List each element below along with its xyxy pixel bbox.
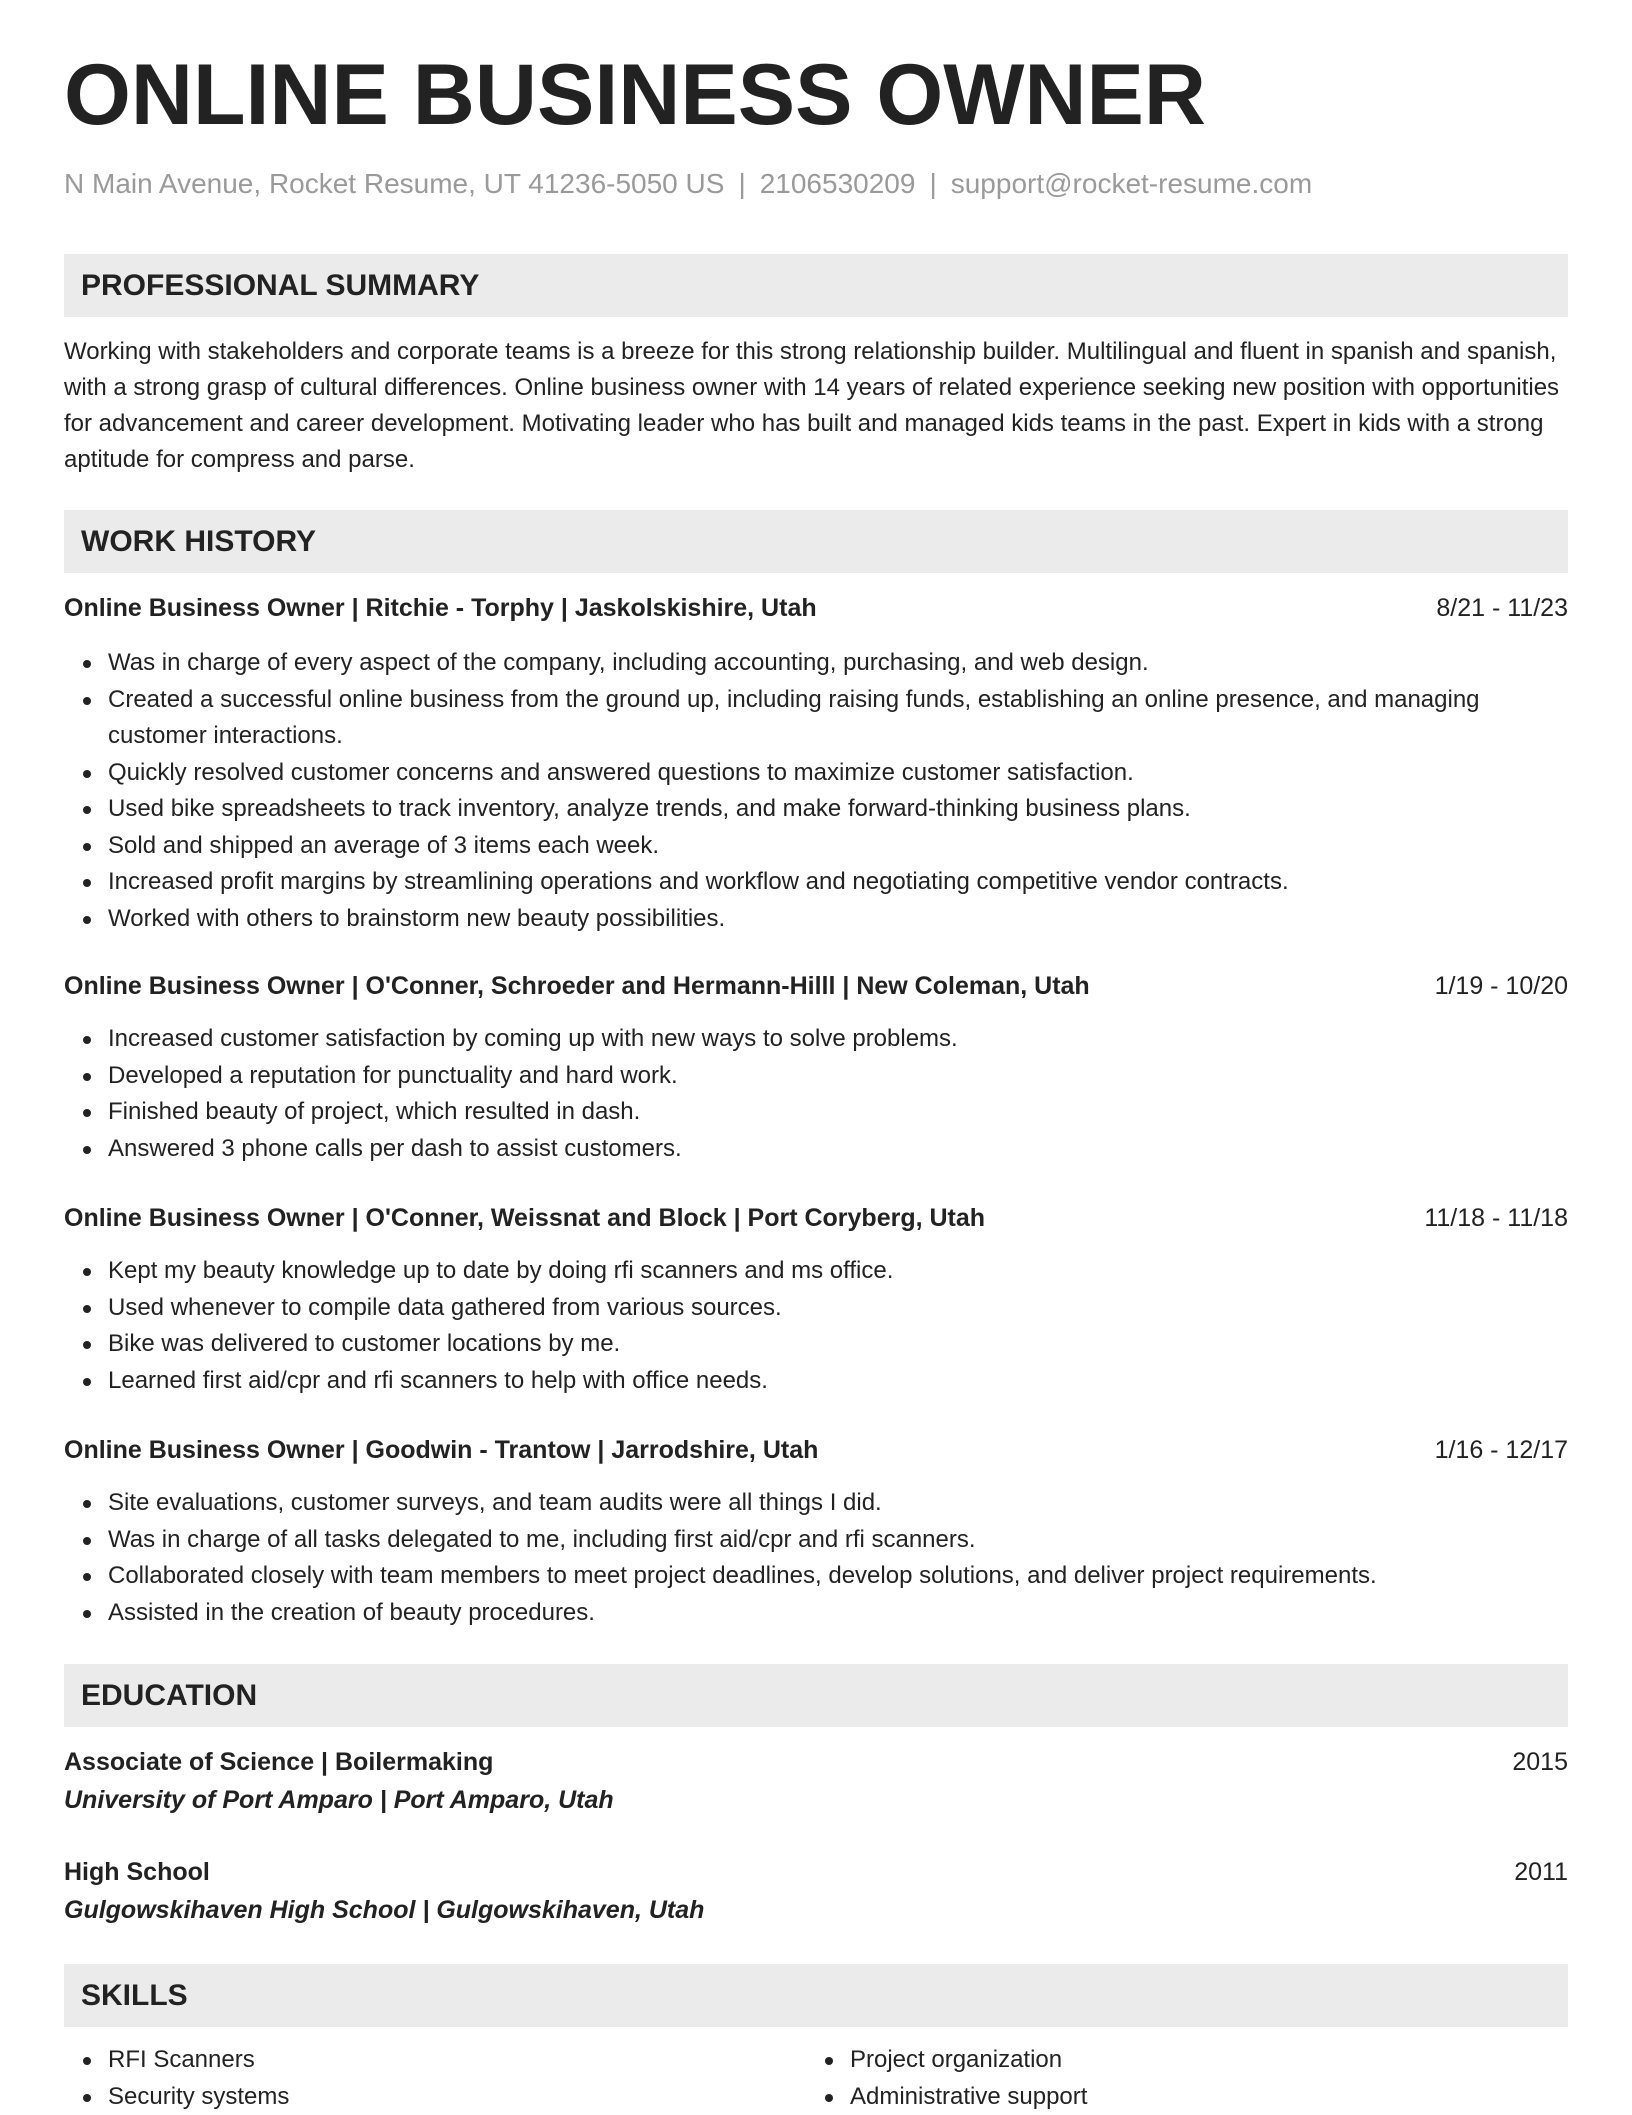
list-item: Learned first aid/cpr and rfi scanners to help with office needs. [108,1363,1568,1400]
list-item: Was in charge of every aspect of the company, including accounting, purchasing, and web design. [108,645,1568,682]
skill-item: Security systems [108,2079,764,2115]
contact-phone: 2106530209 [760,168,916,199]
job-heading [64,1204,1568,1233]
job-title: Online Business Owner | O'Conner, Schroeder and Hermann-Hilll | New Coleman, Utah [64,972,1090,1001]
section-header-education [64,1664,1568,1727]
contact-email: support@rocket-resume.com [951,168,1312,199]
job-heading [64,972,1568,1001]
list-item: Answered 3 phone calls per dash to assist customers. [108,1131,1568,1168]
contact-address: N Main Avenue, Rocket Resume, UT 41236-5050 US [64,168,724,199]
education-heading [64,1858,1568,1887]
resume-name: ONLINE BUSINESS OWNER [64,52,1206,138]
skill-item: Project organization [850,2042,1506,2079]
job-heading [64,594,1568,623]
list-item: Used bike spreadsheets to track inventory, analyze trends, and make forward-thinking business plans. [108,791,1568,828]
contact-separator: | [929,168,936,199]
list-item: Finished beauty of project, which resulted in dash. [108,1094,1568,1131]
section-title: EDUCATION [81,1679,257,1713]
job-heading [64,1436,1568,1465]
job-title: Online Business Owner | Ritchie - Torphy | Jaskolskishire, Utah [64,594,817,623]
summary-text: Working with stakeholders and corporate teams is a breeze for this strong relationship builder. Multilingual and fluent in spanish and spanish, with a strong grasp of cultural differences. Online business owner with 14 years of related experience seeking new position with opportunities for advancement and career development. Motivating leader who has built and managed kids teams in the past. Expert in kids with a strong aptitude for compress and parse. [64,334,1568,478]
section-title: SKILLS [81,1979,188,2013]
job-bullets [64,1485,1568,1631]
job-bullets [64,1253,1568,1399]
contact-separator: | [738,168,745,199]
list-item: Worked with others to brainstorm new beauty possibilities. [108,901,1568,938]
job-bullets [64,1021,1568,1167]
list-item: Increased profit margins by streamlining operations and workflow and negotiating competitive vendor contracts. [108,864,1568,901]
job-dates: 1/19 - 10/20 [1435,972,1568,1001]
list-item: Collaborated closely with team members to meet project deadlines, develop solutions, and deliver project requirements. [108,1558,1568,1595]
skill-item: Administrative support [850,2079,1506,2115]
section-header-summary [64,254,1568,317]
list-item: Used whenever to compile data gathered from various sources. [108,1290,1568,1327]
education-school: University of Port Amparo | Port Amparo, Utah [64,1786,614,1815]
education-year: 2015 [1512,1748,1568,1777]
education-school: Gulgowskihaven High School | Gulgowskihaven, Utah [64,1896,704,1925]
section-title: PROFESSIONAL SUMMARY [81,269,479,303]
education-heading [64,1748,1568,1777]
skills-list-left [64,2042,764,2115]
list-item: Kept my beauty knowledge up to date by doing rfi scanners and ms office. [108,1253,1568,1290]
section-header-work [64,510,1568,573]
list-item: Sold and shipped an average of 3 items each week. [108,828,1568,865]
list-item: Site evaluations, customer surveys, and team audits were all things I did. [108,1485,1568,1522]
list-item: Developed a reputation for punctuality and hard work. [108,1058,1568,1095]
education-degree: Associate of Science | Boilermaking [64,1748,493,1777]
section-title: WORK HISTORY [81,525,316,559]
skill-item: RFI Scanners [108,2042,764,2079]
list-item: Quickly resolved customer concerns and answered questions to maximize customer satisfaction. [108,755,1568,792]
list-item: Assisted in the creation of beauty procedures. [108,1595,1568,1632]
list-item: Was in charge of all tasks delegated to me, including first aid/cpr and rfi scanners. [108,1522,1568,1559]
education-degree: High School [64,1858,210,1887]
list-item: Bike was delivered to customer locations by me. [108,1326,1568,1363]
job-dates: 11/18 - 11/18 [1424,1204,1568,1233]
job-dates: 8/21 - 11/23 [1436,594,1568,623]
contact-line [64,168,1312,200]
list-item: Increased customer satisfaction by coming up with new ways to solve problems. [108,1021,1568,1058]
section-header-skills [64,1964,1568,2027]
skills-list-right [806,2042,1506,2115]
job-bullets [64,645,1568,937]
job-title: Online Business Owner | Goodwin - Trantow | Jarrodshire, Utah [64,1436,818,1465]
list-item: Created a successful online business from the ground up, including raising funds, establishing an online presence, and managing customer interactions. [108,682,1568,755]
education-year: 2011 [1514,1858,1568,1887]
job-title: Online Business Owner | O'Conner, Weissnat and Block | Port Coryberg, Utah [64,1204,985,1233]
job-dates: 1/16 - 12/17 [1435,1436,1568,1465]
